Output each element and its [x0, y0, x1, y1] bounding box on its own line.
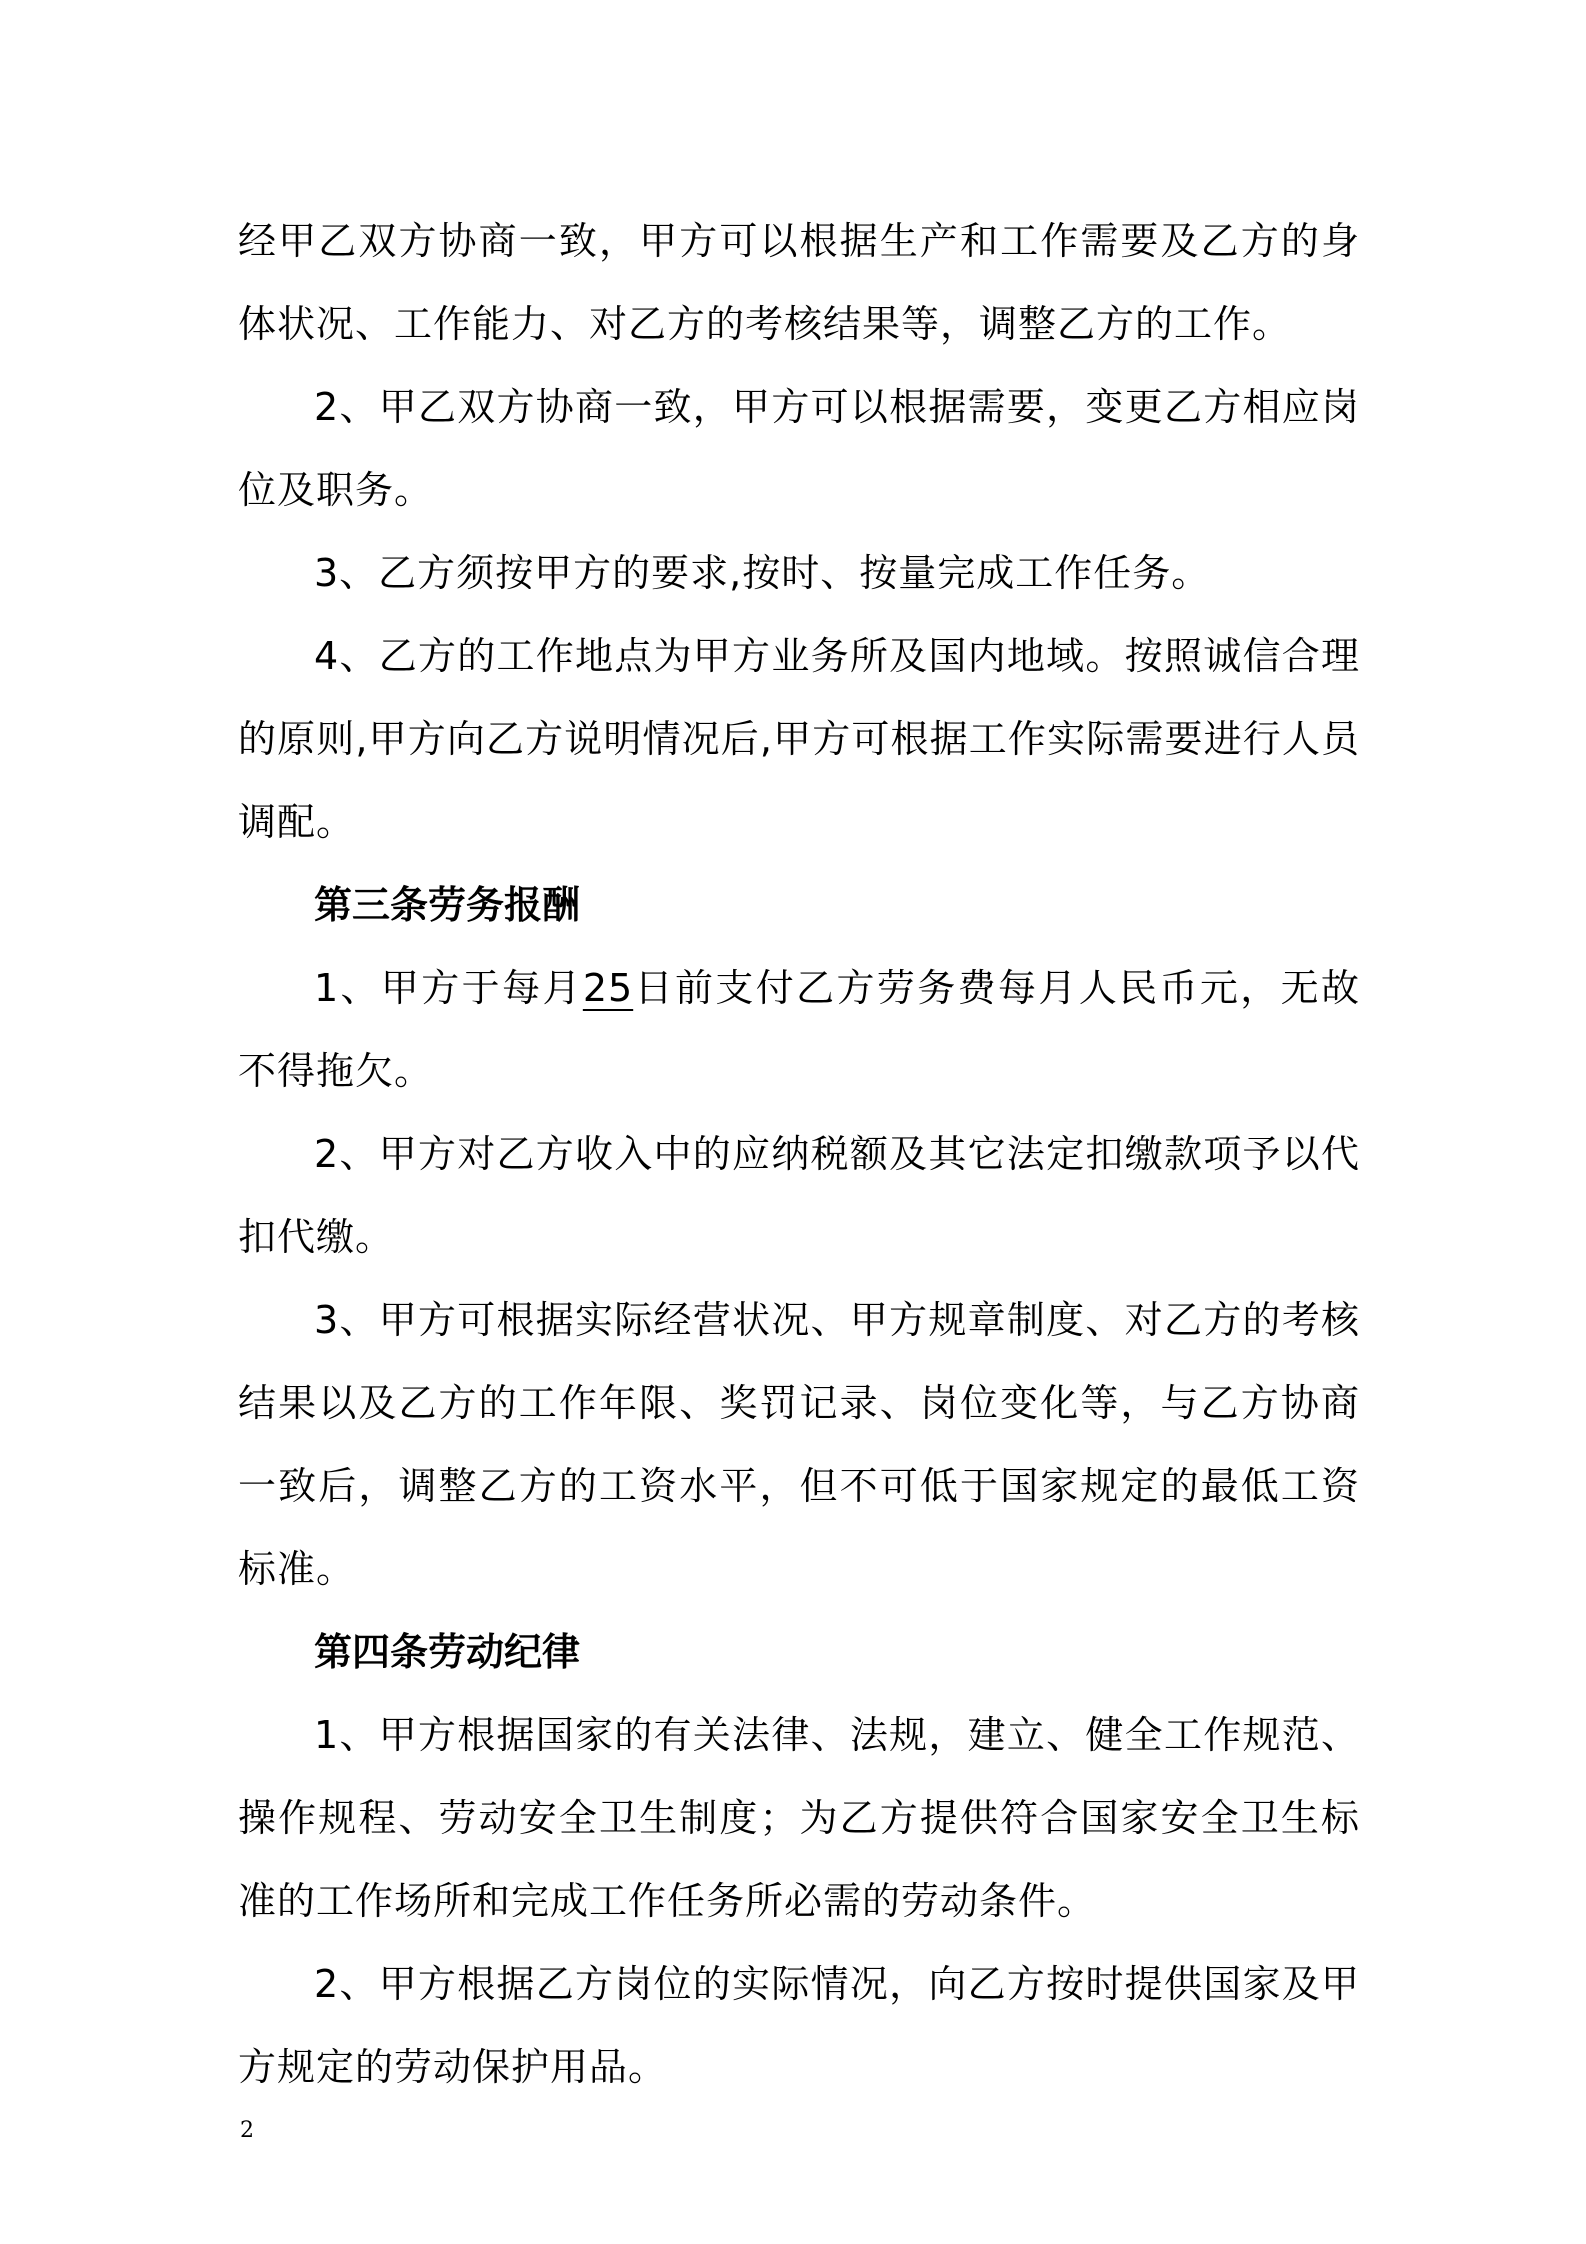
paragraph-continuation: 经甲乙双方协商一致，甲方可以根据生产和工作需要及乙方的身体状况、工作能力、对乙方的考核结果等，调整乙方的工作。: [238, 219, 1360, 346]
payment-text-after: 日前支付乙方劳务费每月人民币元，无故不得拖欠。: [238, 966, 1360, 1093]
paragraph-item-3-work-tasks: 3、乙方须按甲方的要求,按时、按量完成工作任务。: [314, 551, 1211, 595]
page-number: 2: [240, 2118, 254, 2143]
paragraph-salary-adjustment: 3、甲方可根据实际经营状况、甲方规章制度、对乙方的考核结果以及乙方的工作年限、奖罚记录、岗位变化等，与乙方协商一致后，调整乙方的工资水平，但不可低于国家规定的最低工资标准。: [238, 1298, 1360, 1591]
paragraph-payment-date: [238, 947, 1360, 1113]
document-body: [238, 200, 1360, 2109]
paragraph-protective-equipment: 2、甲方根据乙方岗位的实际情况，向乙方按时提供国家及甲方规定的劳动保护用品。: [238, 1962, 1360, 2089]
section-heading-article-3: 第三条劳务报酬: [314, 883, 581, 927]
payment-day-blank: 25: [582, 966, 634, 1010]
paragraph-item-4-work-location: 4、乙方的工作地点为甲方业务所及国内地域。按照诚信合理的原则,甲方向乙方说明情况后,甲方可根据工作实际需要进行人员调配。: [238, 634, 1360, 844]
paragraph-item-2-position-change: 2、甲乙双方协商一致，甲方可以根据需要，变更乙方相应岗位及职务。: [238, 385, 1360, 512]
paragraph-work-conditions: 1、甲方根据国家的有关法律、法规，建立、健全工作规范、操作规程、劳动安全卫生制度；为乙方提供符合国家安全卫生标准的工作场所和完成工作任务所必需的劳动条件。: [238, 1713, 1360, 1923]
section-heading-article-4: 第四条劳动纪律: [314, 1630, 581, 1674]
paragraph-tax-withholding: 2、甲方对乙方收入中的应纳税额及其它法定扣缴款项予以代扣代缴。: [238, 1132, 1360, 1259]
payment-text-before: 1、甲方于每月: [314, 966, 583, 1010]
